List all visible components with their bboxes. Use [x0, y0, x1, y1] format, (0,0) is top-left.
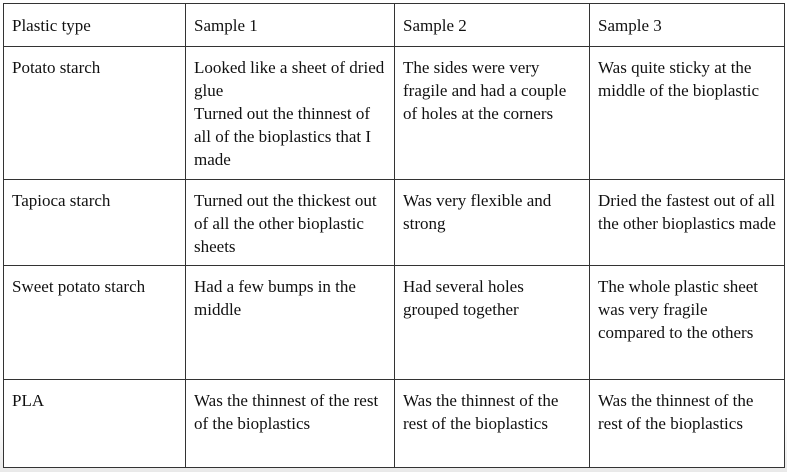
header-plastic-type: Plastic type — [4, 4, 186, 47]
table-row — [4, 47, 785, 180]
cell-sample-3: Was the thinnest of the rest of the bioplastics — [590, 380, 785, 468]
table-row — [4, 380, 785, 468]
cell-sample-3: Was quite sticky at the middle of the bioplastic — [590, 47, 785, 180]
cell-sample-2: Had several holes grouped together — [395, 266, 590, 380]
cell-sample-3: Dried the fastest out of all the other bioplastics made — [590, 180, 785, 266]
cell-sample-2: The sides were very fragile and had a couple of holes at the corners — [395, 47, 590, 180]
cell-plastic-type: PLA — [4, 380, 186, 468]
cell-sample-3: The whole plastic sheet was very fragile compared to the others — [590, 266, 785, 380]
cell-sample-1: Was the thinnest of the rest of the bioplastics — [186, 380, 395, 468]
cell-sample-2: Was very flexible and strong — [395, 180, 590, 266]
cell-sample-1: Looked like a sheet of dried glue Turned out the thinnest of all of the bioplastics that I made — [186, 47, 395, 180]
header-sample-3: Sample 3 — [590, 4, 785, 47]
header-sample-2: Sample 2 — [395, 4, 590, 47]
cell-plastic-type: Tapioca starch — [4, 180, 186, 266]
cell-sample-2: Was the thinnest of the rest of the bioplastics — [395, 380, 590, 468]
cell-sample-1: Turned out the thickest out of all the other bioplastic sheets — [186, 180, 395, 266]
table-row — [4, 266, 785, 380]
table-header-row — [4, 4, 785, 47]
header-sample-1: Sample 1 — [186, 4, 395, 47]
cell-plastic-type: Potato starch — [4, 47, 186, 180]
cell-plastic-type: Sweet potato starch — [4, 266, 186, 380]
table-row — [4, 180, 785, 266]
cell-sample-1: Had a few bumps in the middle — [186, 266, 395, 380]
bioplastic-observations-table — [3, 3, 785, 468]
